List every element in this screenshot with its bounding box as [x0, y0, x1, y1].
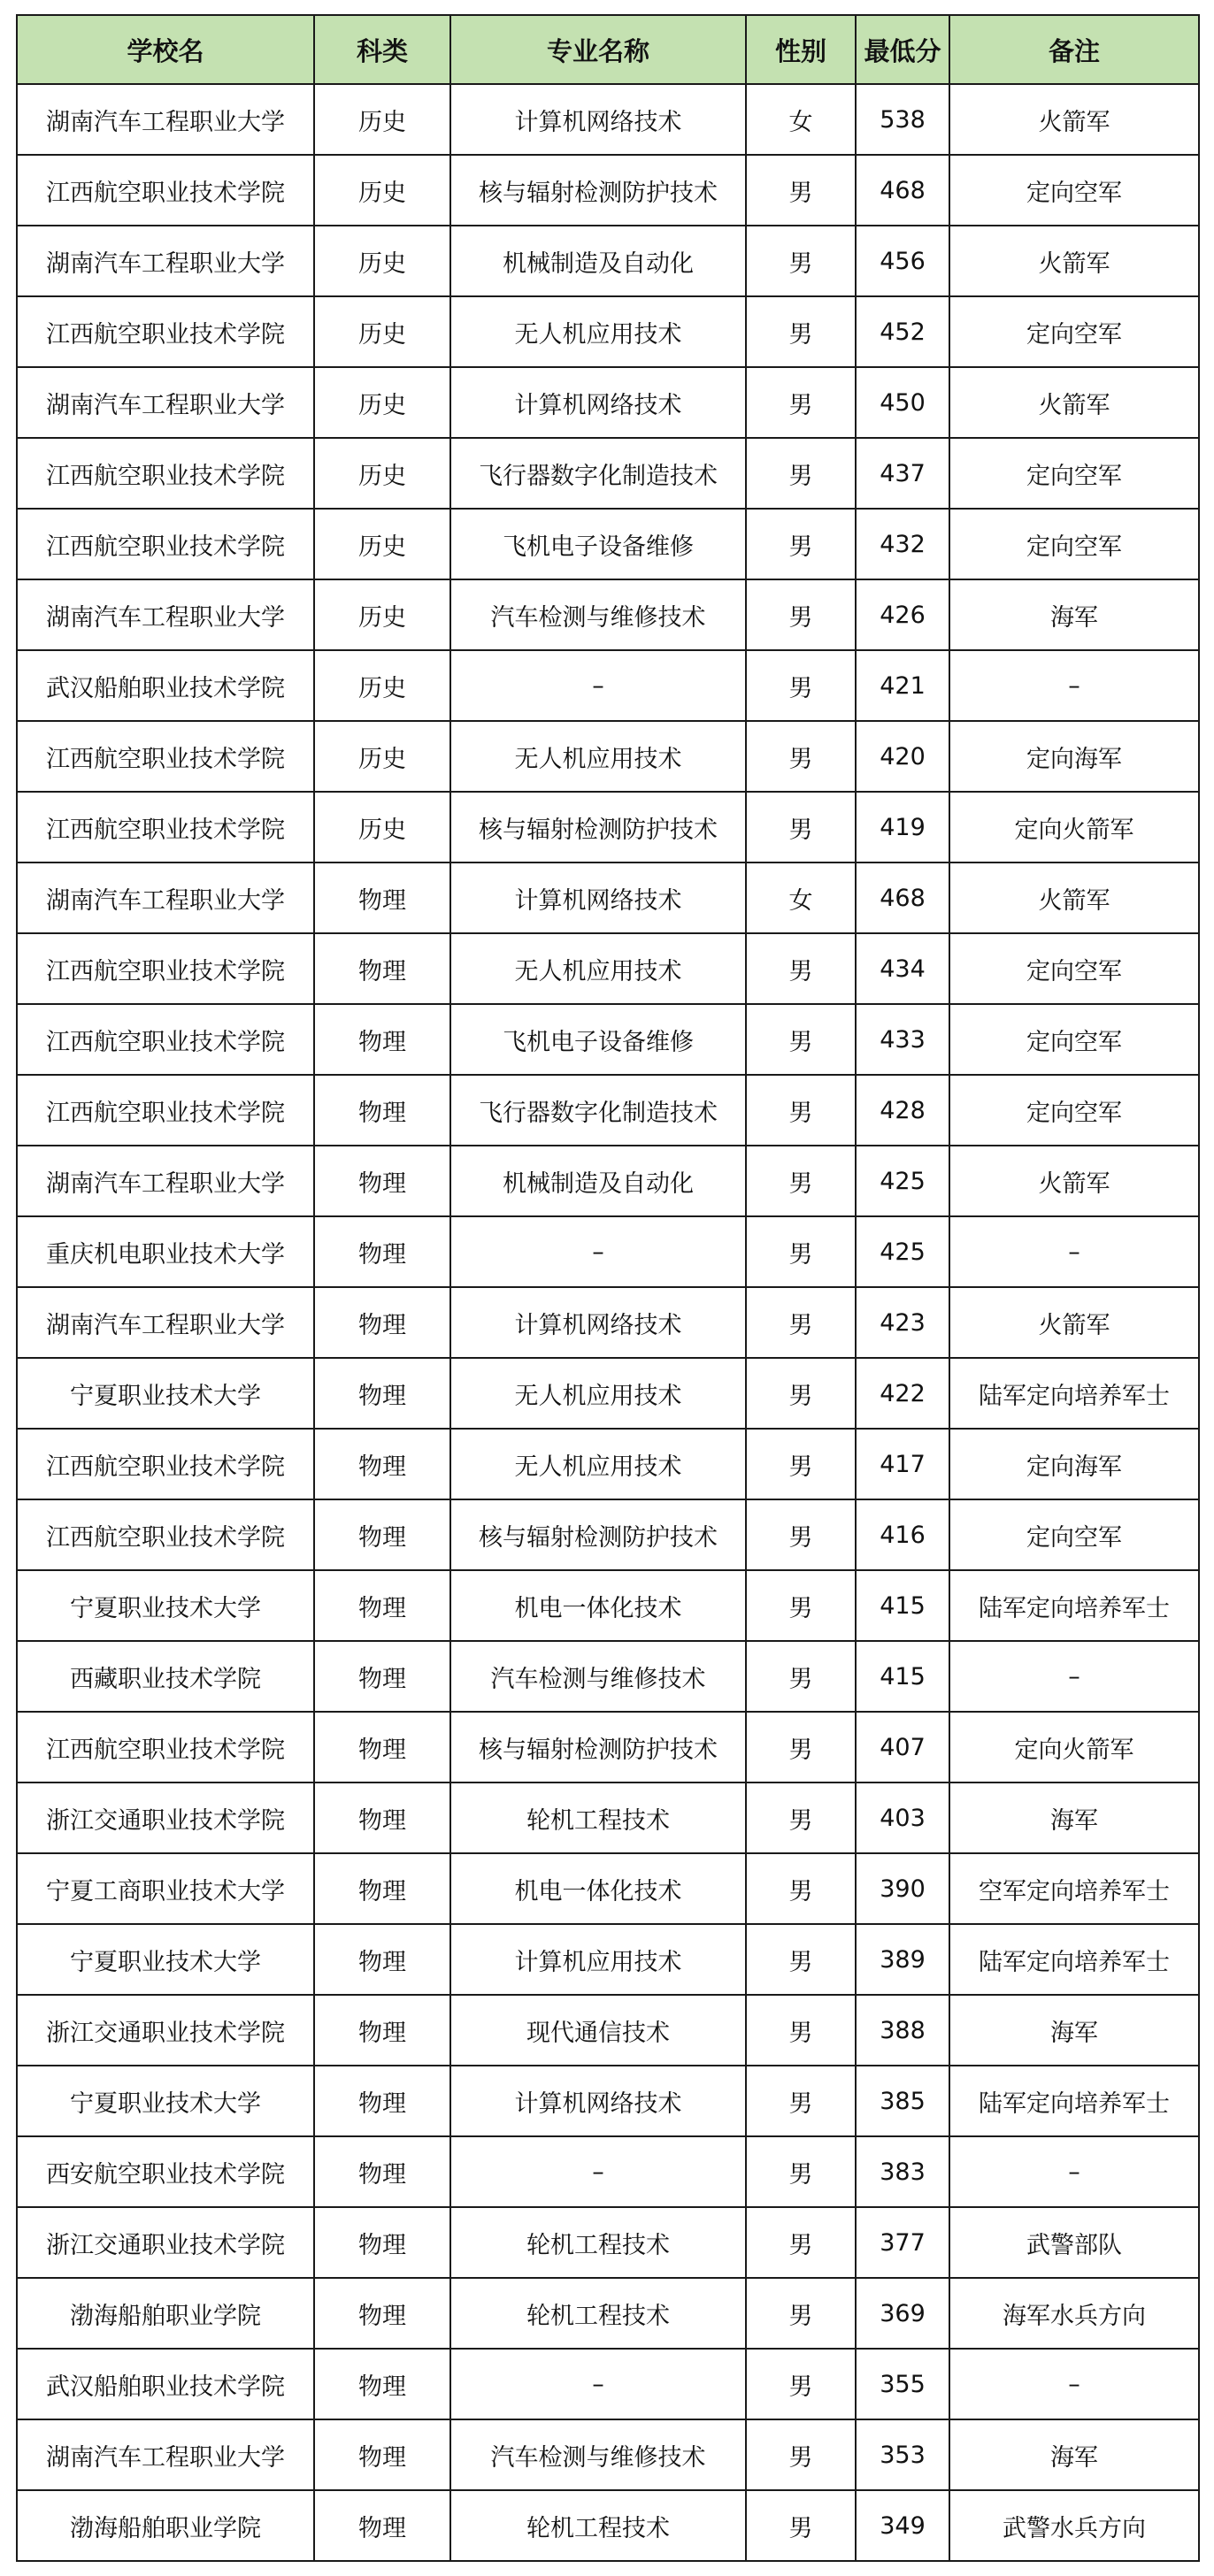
- cell-major-name: 无人机应用技术: [450, 1358, 746, 1429]
- cell-subject-category: 物理: [314, 1499, 450, 1570]
- cell-major-name: 计算机网络技术: [450, 367, 746, 438]
- table-row: [17, 1782, 1199, 1853]
- table-row: [17, 1075, 1199, 1146]
- cell-major-name: 汽车检测与维修技术: [450, 1641, 746, 1712]
- cell-school-name: 武汉船舶职业技术学院: [17, 2349, 314, 2419]
- table-row: [17, 1287, 1199, 1358]
- table-row: [17, 933, 1199, 1004]
- cell-subject-category: 物理: [314, 1570, 450, 1641]
- cell-subject-category: 物理: [314, 2136, 450, 2207]
- cell-school-name: 宁夏职业技术大学: [17, 1570, 314, 1641]
- header-school-name: 学校名: [17, 15, 314, 84]
- cell-gender: 男: [746, 2278, 856, 2349]
- cell-subject-category: 物理: [314, 2278, 450, 2349]
- cell-remarks: –: [949, 2349, 1199, 2419]
- cell-subject-category: 历史: [314, 509, 450, 579]
- cell-gender: 男: [746, 1853, 856, 1924]
- cell-major-name: –: [450, 1216, 746, 1287]
- cell-remarks: 定向海军: [949, 1429, 1199, 1499]
- cell-gender: 男: [746, 721, 856, 792]
- cell-school-name: 宁夏工商职业技术大学: [17, 1853, 314, 1924]
- cell-major-name: 无人机应用技术: [450, 296, 746, 367]
- cell-remarks: 定向空军: [949, 438, 1199, 509]
- cell-subject-category: 历史: [314, 155, 450, 226]
- cell-gender: 男: [746, 1004, 856, 1075]
- cell-min-score: 389: [856, 1924, 949, 1995]
- cell-gender: 女: [746, 862, 856, 933]
- cell-remarks: 火箭军: [949, 367, 1199, 438]
- cell-subject-category: 物理: [314, 862, 450, 933]
- cell-major-name: 轮机工程技术: [450, 1782, 746, 1853]
- cell-min-score: 456: [856, 226, 949, 296]
- cell-major-name: 核与辐射检测防护技术: [450, 1712, 746, 1782]
- cell-major-name: 核与辐射检测防护技术: [450, 792, 746, 862]
- table-row: [17, 2278, 1199, 2349]
- cell-min-score: 353: [856, 2419, 949, 2490]
- cell-school-name: 湖南汽车工程职业大学: [17, 1146, 314, 1216]
- cell-subject-category: 物理: [314, 1146, 450, 1216]
- cell-min-score: 538: [856, 84, 949, 155]
- cell-min-score: 420: [856, 721, 949, 792]
- table-row: [17, 509, 1199, 579]
- cell-major-name: 飞行器数字化制造技术: [450, 1075, 746, 1146]
- header-major-name: 专业名称: [450, 15, 746, 84]
- cell-min-score: 383: [856, 2136, 949, 2207]
- table-row: [17, 579, 1199, 650]
- table-row: [17, 226, 1199, 296]
- cell-remarks: 海军: [949, 1782, 1199, 1853]
- cell-subject-category: 物理: [314, 1358, 450, 1429]
- cell-remarks: 定向空军: [949, 1004, 1199, 1075]
- cell-subject-category: 物理: [314, 1853, 450, 1924]
- cell-gender: 男: [746, 2066, 856, 2136]
- cell-gender: 男: [746, 1287, 856, 1358]
- cell-gender: 男: [746, 1358, 856, 1429]
- cell-subject-category: 历史: [314, 650, 450, 721]
- cell-subject-category: 物理: [314, 2349, 450, 2419]
- cell-school-name: 湖南汽车工程职业大学: [17, 367, 314, 438]
- cell-subject-category: 历史: [314, 367, 450, 438]
- cell-major-name: 核与辐射检测防护技术: [450, 155, 746, 226]
- cell-min-score: 423: [856, 1287, 949, 1358]
- cell-remarks: 空军定向培养军士: [949, 1853, 1199, 1924]
- cell-school-name: 浙江交通职业技术学院: [17, 1782, 314, 1853]
- cell-remarks: –: [949, 1216, 1199, 1287]
- cell-min-score: 432: [856, 509, 949, 579]
- cell-subject-category: 物理: [314, 1075, 450, 1146]
- cell-school-name: 江西航空职业技术学院: [17, 933, 314, 1004]
- cell-major-name: 无人机应用技术: [450, 933, 746, 1004]
- cell-min-score: 355: [856, 2349, 949, 2419]
- table-row: [17, 367, 1199, 438]
- cell-gender: 男: [746, 1641, 856, 1712]
- table-row: [17, 155, 1199, 226]
- cell-major-name: 计算机网络技术: [450, 2066, 746, 2136]
- cell-school-name: 江西航空职业技术学院: [17, 1712, 314, 1782]
- cell-school-name: 江西航空职业技术学院: [17, 438, 314, 509]
- cell-gender: 男: [746, 155, 856, 226]
- cell-gender: 男: [746, 792, 856, 862]
- cell-remarks: 武警水兵方向: [949, 2490, 1199, 2561]
- table-body: [17, 84, 1199, 2561]
- cell-min-score: 468: [856, 862, 949, 933]
- cell-major-name: 核与辐射检测防护技术: [450, 1499, 746, 1570]
- cell-remarks: –: [949, 2136, 1199, 2207]
- table-row: [17, 1641, 1199, 1712]
- cell-gender: 男: [746, 2349, 856, 2419]
- cell-subject-category: 物理: [314, 1995, 450, 2066]
- cell-min-score: 403: [856, 1782, 949, 1853]
- cell-major-name: 计算机应用技术: [450, 1924, 746, 1995]
- cell-gender: 男: [746, 579, 856, 650]
- table-row: [17, 2207, 1199, 2278]
- cell-gender: 男: [746, 650, 856, 721]
- cell-remarks: 海军: [949, 2419, 1199, 2490]
- cell-subject-category: 物理: [314, 933, 450, 1004]
- cell-gender: 男: [746, 226, 856, 296]
- cell-remarks: 火箭军: [949, 1287, 1199, 1358]
- table-header: [17, 15, 1199, 84]
- cell-subject-category: 历史: [314, 296, 450, 367]
- cell-major-name: 轮机工程技术: [450, 2490, 746, 2561]
- cell-subject-category: 历史: [314, 792, 450, 862]
- table-row: [17, 1429, 1199, 1499]
- cell-school-name: 江西航空职业技术学院: [17, 296, 314, 367]
- cell-min-score: 417: [856, 1429, 949, 1499]
- cell-min-score: 452: [856, 296, 949, 367]
- cell-subject-category: 历史: [314, 721, 450, 792]
- cell-subject-category: 物理: [314, 2207, 450, 2278]
- cell-min-score: 390: [856, 1853, 949, 1924]
- header-gender: 性别: [746, 15, 856, 84]
- cell-remarks: 定向空军: [949, 509, 1199, 579]
- table-row: [17, 2349, 1199, 2419]
- cell-min-score: 434: [856, 933, 949, 1004]
- cell-major-name: 汽车检测与维修技术: [450, 2419, 746, 2490]
- cell-subject-category: 物理: [314, 2419, 450, 2490]
- cell-school-name: 浙江交通职业技术学院: [17, 2207, 314, 2278]
- cell-subject-category: 历史: [314, 579, 450, 650]
- table-row: [17, 84, 1199, 155]
- cell-min-score: 425: [856, 1216, 949, 1287]
- cell-min-score: 421: [856, 650, 949, 721]
- cell-gender: 男: [746, 933, 856, 1004]
- cell-major-name: 计算机网络技术: [450, 84, 746, 155]
- cell-subject-category: 历史: [314, 84, 450, 155]
- cell-school-name: 湖南汽车工程职业大学: [17, 579, 314, 650]
- cell-gender: 男: [746, 1782, 856, 1853]
- cell-remarks: 海军: [949, 579, 1199, 650]
- cell-remarks: 定向空军: [949, 1075, 1199, 1146]
- cell-major-name: 轮机工程技术: [450, 2207, 746, 2278]
- cell-remarks: 火箭军: [949, 84, 1199, 155]
- cell-gender: 男: [746, 1924, 856, 1995]
- cell-school-name: 渤海船舶职业学院: [17, 2278, 314, 2349]
- cell-remarks: 海军水兵方向: [949, 2278, 1199, 2349]
- table-row: [17, 1570, 1199, 1641]
- cell-school-name: 江西航空职业技术学院: [17, 1004, 314, 1075]
- cell-school-name: 宁夏职业技术大学: [17, 1358, 314, 1429]
- cell-remarks: 定向空军: [949, 296, 1199, 367]
- cell-min-score: 377: [856, 2207, 949, 2278]
- cell-remarks: 火箭军: [949, 226, 1199, 296]
- cell-major-name: –: [450, 2136, 746, 2207]
- cell-major-name: 机械制造及自动化: [450, 226, 746, 296]
- cell-gender: 男: [746, 2419, 856, 2490]
- cell-remarks: 陆军定向培养军士: [949, 2066, 1199, 2136]
- cell-remarks: 陆军定向培养军士: [949, 1924, 1199, 1995]
- cell-gender: 男: [746, 367, 856, 438]
- cell-min-score: 349: [856, 2490, 949, 2561]
- cell-major-name: 无人机应用技术: [450, 1429, 746, 1499]
- cell-min-score: 416: [856, 1499, 949, 1570]
- cell-school-name: 武汉船舶职业技术学院: [17, 650, 314, 721]
- cell-gender: 男: [746, 438, 856, 509]
- cell-remarks: 陆军定向培养军士: [949, 1570, 1199, 1641]
- cell-remarks: 定向海军: [949, 721, 1199, 792]
- table-row: [17, 2066, 1199, 2136]
- table-row: [17, 2136, 1199, 2207]
- cell-school-name: 江西航空职业技术学院: [17, 509, 314, 579]
- cell-school-name: 江西航空职业技术学院: [17, 792, 314, 862]
- cell-subject-category: 物理: [314, 1712, 450, 1782]
- cell-gender: 男: [746, 296, 856, 367]
- cell-major-name: 飞机电子设备维修: [450, 509, 746, 579]
- admission-score-table: [16, 14, 1200, 2562]
- cell-min-score: 369: [856, 2278, 949, 2349]
- cell-major-name: 机电一体化技术: [450, 1853, 746, 1924]
- cell-school-name: 宁夏职业技术大学: [17, 2066, 314, 2136]
- cell-school-name: 浙江交通职业技术学院: [17, 1995, 314, 2066]
- cell-school-name: 江西航空职业技术学院: [17, 155, 314, 226]
- cell-major-name: 现代通信技术: [450, 1995, 746, 2066]
- cell-subject-category: 物理: [314, 1287, 450, 1358]
- table-row: [17, 1499, 1199, 1570]
- cell-remarks: 定向空军: [949, 1499, 1199, 1570]
- cell-min-score: 450: [856, 367, 949, 438]
- table-row: [17, 296, 1199, 367]
- table-container: [16, 14, 1198, 2562]
- cell-subject-category: 物理: [314, 1004, 450, 1075]
- cell-major-name: 汽车检测与维修技术: [450, 579, 746, 650]
- cell-remarks: 武警部队: [949, 2207, 1199, 2278]
- cell-gender: 男: [746, 1995, 856, 2066]
- cell-min-score: 419: [856, 792, 949, 862]
- cell-min-score: 415: [856, 1570, 949, 1641]
- cell-school-name: 湖南汽车工程职业大学: [17, 84, 314, 155]
- table-row: [17, 1924, 1199, 1995]
- cell-remarks: 火箭军: [949, 862, 1199, 933]
- cell-min-score: 425: [856, 1146, 949, 1216]
- table-row: [17, 792, 1199, 862]
- cell-remarks: 火箭军: [949, 1146, 1199, 1216]
- cell-major-name: –: [450, 2349, 746, 2419]
- cell-subject-category: 物理: [314, 1216, 450, 1287]
- cell-remarks: 陆军定向培养军士: [949, 1358, 1199, 1429]
- header-subject-category: 科类: [314, 15, 450, 84]
- table-row: [17, 721, 1199, 792]
- cell-school-name: 渤海船舶职业学院: [17, 2490, 314, 2561]
- cell-min-score: 422: [856, 1358, 949, 1429]
- cell-major-name: 飞机电子设备维修: [450, 1004, 746, 1075]
- cell-remarks: 定向空军: [949, 933, 1199, 1004]
- cell-major-name: 计算机网络技术: [450, 1287, 746, 1358]
- cell-gender: 男: [746, 1146, 856, 1216]
- cell-min-score: 385: [856, 2066, 949, 2136]
- cell-gender: 女: [746, 84, 856, 155]
- cell-gender: 男: [746, 509, 856, 579]
- cell-school-name: 湖南汽车工程职业大学: [17, 2419, 314, 2490]
- cell-gender: 男: [746, 1075, 856, 1146]
- cell-subject-category: 物理: [314, 1924, 450, 1995]
- table-row: [17, 438, 1199, 509]
- cell-subject-category: 物理: [314, 1782, 450, 1853]
- cell-min-score: 433: [856, 1004, 949, 1075]
- cell-school-name: 西安航空职业技术学院: [17, 2136, 314, 2207]
- cell-min-score: 407: [856, 1712, 949, 1782]
- cell-min-score: 415: [856, 1641, 949, 1712]
- cell-school-name: 湖南汽车工程职业大学: [17, 1287, 314, 1358]
- table-row: [17, 1146, 1199, 1216]
- cell-major-name: 无人机应用技术: [450, 721, 746, 792]
- cell-school-name: 宁夏职业技术大学: [17, 1924, 314, 1995]
- table-row: [17, 1004, 1199, 1075]
- table-row: [17, 1853, 1199, 1924]
- table-row: [17, 1712, 1199, 1782]
- cell-major-name: 飞行器数字化制造技术: [450, 438, 746, 509]
- cell-school-name: 江西航空职业技术学院: [17, 1499, 314, 1570]
- table-row: [17, 1995, 1199, 2066]
- cell-gender: 男: [746, 1712, 856, 1782]
- cell-subject-category: 历史: [314, 438, 450, 509]
- cell-remarks: –: [949, 650, 1199, 721]
- cell-gender: 男: [746, 1216, 856, 1287]
- cell-remarks: 定向火箭军: [949, 792, 1199, 862]
- cell-school-name: 江西航空职业技术学院: [17, 721, 314, 792]
- cell-min-score: 388: [856, 1995, 949, 2066]
- cell-major-name: 轮机工程技术: [450, 2278, 746, 2349]
- cell-school-name: 江西航空职业技术学院: [17, 1429, 314, 1499]
- cell-school-name: 湖南汽车工程职业大学: [17, 862, 314, 933]
- table-row: [17, 650, 1199, 721]
- table-row: [17, 1216, 1199, 1287]
- cell-gender: 男: [746, 2490, 856, 2561]
- cell-min-score: 437: [856, 438, 949, 509]
- cell-subject-category: 物理: [314, 1429, 450, 1499]
- header-row: [17, 15, 1199, 84]
- cell-subject-category: 物理: [314, 2490, 450, 2561]
- cell-subject-category: 物理: [314, 2066, 450, 2136]
- cell-remarks: 定向空军: [949, 155, 1199, 226]
- cell-school-name: 湖南汽车工程职业大学: [17, 226, 314, 296]
- cell-min-score: 428: [856, 1075, 949, 1146]
- table-row: [17, 2419, 1199, 2490]
- cell-remarks: –: [949, 1641, 1199, 1712]
- cell-gender: 男: [746, 1570, 856, 1641]
- cell-gender: 男: [746, 2136, 856, 2207]
- cell-remarks: 海军: [949, 1995, 1199, 2066]
- cell-school-name: 江西航空职业技术学院: [17, 1075, 314, 1146]
- cell-major-name: –: [450, 650, 746, 721]
- table-row: [17, 862, 1199, 933]
- cell-school-name: 西藏职业技术学院: [17, 1641, 314, 1712]
- table-row: [17, 2490, 1199, 2561]
- cell-remarks: 定向火箭军: [949, 1712, 1199, 1782]
- cell-gender: 男: [746, 1499, 856, 1570]
- header-min-score: 最低分: [856, 15, 949, 84]
- cell-min-score: 426: [856, 579, 949, 650]
- cell-major-name: 机械制造及自动化: [450, 1146, 746, 1216]
- table-row: [17, 1358, 1199, 1429]
- cell-subject-category: 历史: [314, 226, 450, 296]
- cell-gender: 男: [746, 1429, 856, 1499]
- cell-school-name: 重庆机电职业技术大学: [17, 1216, 314, 1287]
- cell-subject-category: 物理: [314, 1641, 450, 1712]
- cell-gender: 男: [746, 2207, 856, 2278]
- header-remarks: 备注: [949, 15, 1199, 84]
- cell-major-name: 机电一体化技术: [450, 1570, 746, 1641]
- cell-min-score: 468: [856, 155, 949, 226]
- cell-major-name: 计算机网络技术: [450, 862, 746, 933]
